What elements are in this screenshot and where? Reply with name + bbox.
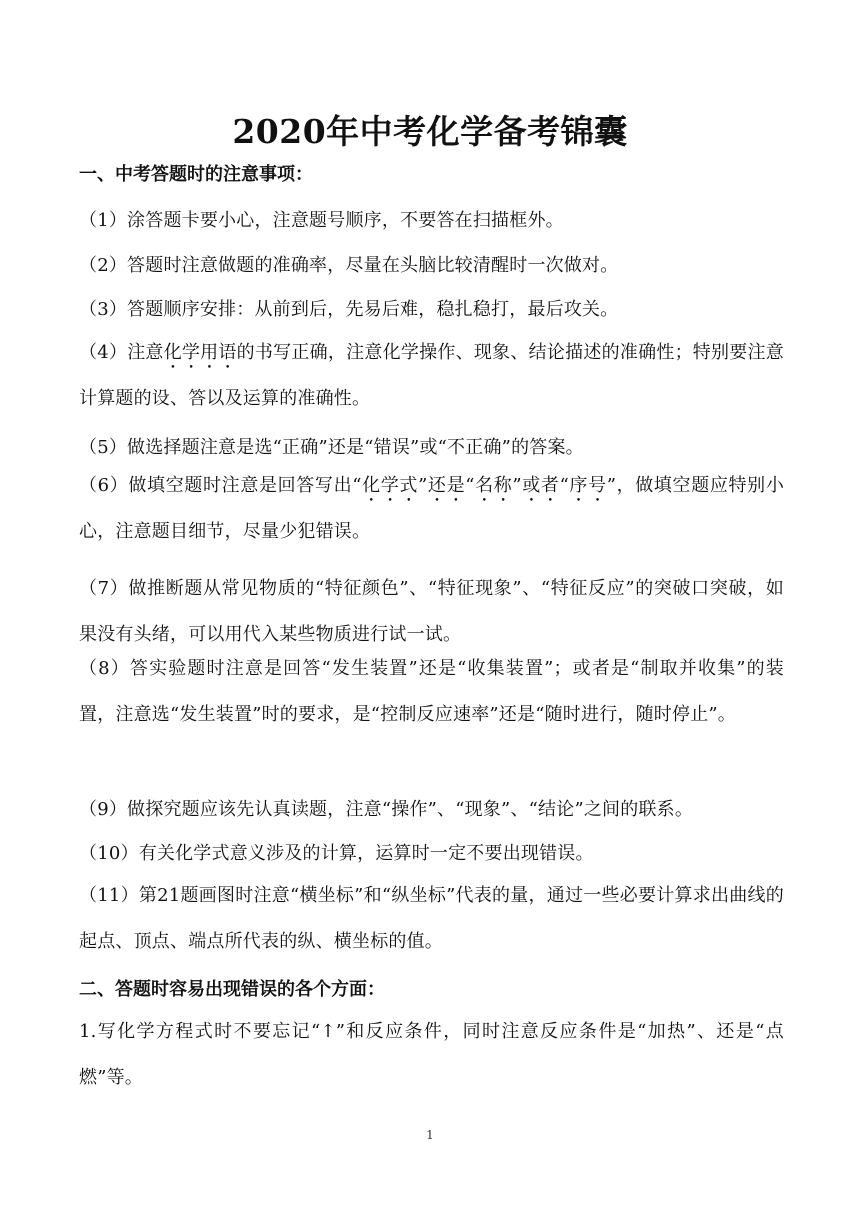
page-number: 1 xyxy=(426,1128,434,1142)
list-item-6 xyxy=(79,463,784,555)
item6-mid-3: ” xyxy=(512,475,522,496)
list-item-8: （8）答实验题时注意是回答“发生装置”还是“收集装置”；或者是“制取并收集”的装置，注意选“发生装置”时的要求，是“控制反应速率”还是“随时进行，随时停止”。 xyxy=(79,658,784,725)
item6-emphasis-1: 化学式 xyxy=(361,475,419,496)
section-heading-1: 一、中考答题时的注意事项： xyxy=(79,164,313,185)
item4-suffix: 的书写正确，注意化学操作、现象、结论描述的准确性；特别要注意计算题的设、答以及运算的准确性。 xyxy=(79,342,784,409)
list-item-10: （10）有关化学式意义涉及的计算，运算时一定不要出现错误。 xyxy=(79,843,594,864)
list-item-3: （3）答题顺序安排：从前到后，先易后难，稳扎稳打，最后攻关。 xyxy=(79,299,619,320)
list-item-s2-1: 1.写化学方程式时不要忘记“↑”和反应条件，同时注意反应条件是“加热”、还是“点燃”等。 xyxy=(79,1021,784,1088)
item4-prefix: （4）注意 xyxy=(79,342,164,363)
list-item-9: （9）做探究题应该先认真读题，注意“操作”、“现象”、“结论”之间的联系。 xyxy=(79,799,694,820)
item6-mid-2: “ xyxy=(465,475,475,496)
item6-emphasis-2: 还是 xyxy=(427,475,466,496)
item4-emphasis: 化学用语 xyxy=(163,342,237,363)
list-item-1: （1）涂答题卡要小心，注意题号顺序，不要答在扫描框外。 xyxy=(79,210,564,231)
item6-emphasis-5: 序号 xyxy=(568,475,607,496)
item6-emphasis-3: 名称 xyxy=(474,475,513,496)
item6-prefix: （6）做填空题时注意是回答写出“ xyxy=(79,475,362,496)
item6-mid-4: “ xyxy=(559,475,569,496)
item6-emphasis-4: 或者 xyxy=(521,475,560,496)
document-title: 2020年中考化学备考锦囊 xyxy=(232,112,628,151)
item6-suffix: ”，做填空题应特别小心，注意题目细节，尽量少犯错误。 xyxy=(79,475,785,542)
list-item-7: （7）做推断题从常见物质的“特征颜色”、“特征现象”、“特征反应”的突破口突破，如果没有头绪，可以用代入某些物质进行试一试。 xyxy=(79,578,784,645)
section-heading-2: 二、答题时容易出现错误的各个方面： xyxy=(79,979,385,1000)
list-item-2: （2）答题时注意做题的准确率，尽量在头脑比较清醒时一次做对。 xyxy=(79,255,619,276)
list-item-11: （11）第21题画图时注意“横坐标”和“纵坐标”代表的量，通过一些必要计算求出曲线的起点、顶点、端点所代表的纵、横坐标的值。 xyxy=(79,885,784,952)
list-item-5: （5）做选择题注意是选“正确”还是“错误”或“不正确”的答案。 xyxy=(79,437,584,458)
item6-mid-1: ” xyxy=(418,475,428,496)
list-item-4 xyxy=(79,330,784,422)
